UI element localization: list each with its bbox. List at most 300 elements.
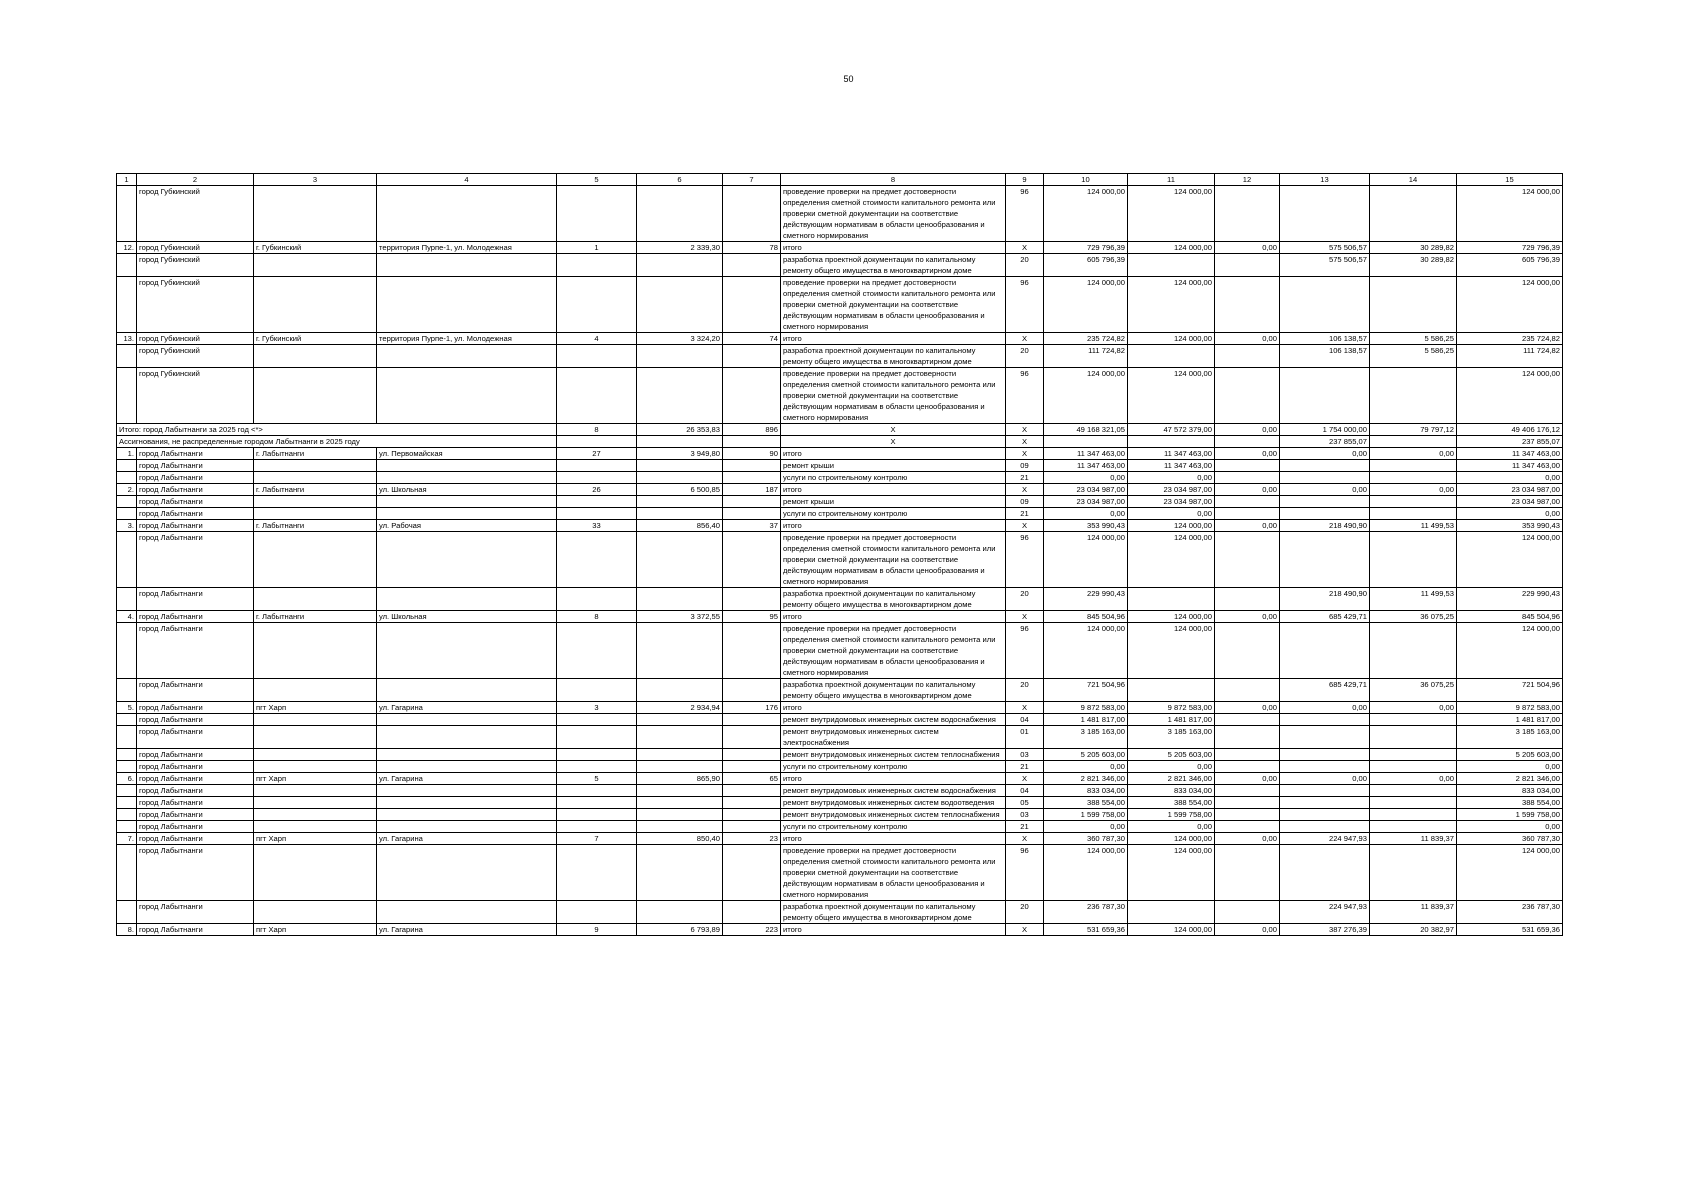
table-cell: город Лабытнанги [137, 749, 254, 761]
table-cell [723, 821, 781, 833]
table-cell [254, 797, 377, 809]
table-cell: город Лабытнанги [137, 797, 254, 809]
table-cell [557, 809, 637, 821]
column-number-cell: 2 [137, 174, 254, 186]
table-cell: проведение проверки на предмет достоверности определения сметной стоимости капитального ремонта или проверки сметной документации на соответствие действующим нормативам в области ценообразования и сметного нормирования [781, 277, 1006, 333]
table-cell: 531 659,36 [1457, 924, 1563, 936]
table-row [117, 532, 1563, 588]
table-cell [637, 472, 723, 484]
table-cell [637, 532, 723, 588]
table-cell: 106 138,57 [1280, 333, 1370, 345]
table-cell: итого [781, 924, 1006, 936]
table-cell [723, 588, 781, 611]
table-cell: 8 [557, 611, 637, 623]
column-number-cell: 12 [1215, 174, 1280, 186]
table-cell: 04 [1006, 714, 1044, 726]
table-cell [254, 460, 377, 472]
table-cell: ул. Первомайская [377, 448, 557, 460]
table-cell: город Губкинский [137, 254, 254, 277]
table-cell: 04 [1006, 785, 1044, 797]
table-cell [1215, 588, 1280, 611]
table-cell: 124 000,00 [1128, 186, 1215, 242]
table-cell: 124 000,00 [1128, 623, 1215, 679]
table-cell [254, 532, 377, 588]
table-cell: 74 [723, 333, 781, 345]
table-cell: 4 [557, 333, 637, 345]
table-cell: 11 347 463,00 [1044, 460, 1128, 472]
table-cell: 0,00 [1215, 484, 1280, 496]
table-cell: 187 [723, 484, 781, 496]
table-cell [117, 368, 137, 424]
table-cell: 124 000,00 [1044, 186, 1128, 242]
table-cell [377, 368, 557, 424]
table-cell [557, 186, 637, 242]
table-cell [1280, 623, 1370, 679]
table-cell: 11 499,53 [1370, 520, 1457, 532]
column-number-cell: 1 [117, 174, 137, 186]
table-cell: 0,00 [1215, 702, 1280, 714]
table-cell [637, 345, 723, 368]
table-cell: город Лабытнанги [137, 924, 254, 936]
table-cell [1370, 761, 1457, 773]
table-cell [117, 532, 137, 588]
table-cell: город Лабытнанги [137, 472, 254, 484]
table-cell [637, 809, 723, 821]
table-cell: 5. [117, 702, 137, 714]
table-cell: 111 724,82 [1044, 345, 1128, 368]
table-cell [723, 714, 781, 726]
table-cell: 729 796,39 [1457, 242, 1563, 254]
table-cell [723, 496, 781, 508]
column-number-cell: 10 [1044, 174, 1128, 186]
table-cell: 30 289,82 [1370, 254, 1457, 277]
table-cell: 721 504,96 [1044, 679, 1128, 702]
table-cell: город Лабытнанги [137, 460, 254, 472]
table-cell: 33 [557, 520, 637, 532]
table-cell [1280, 749, 1370, 761]
table-cell [637, 797, 723, 809]
table-cell [723, 901, 781, 924]
table-cell: ремонт внутридомовых инженерных систем теплоснабжения [781, 749, 1006, 761]
table-cell: Х [1006, 484, 1044, 496]
table-cell [1215, 472, 1280, 484]
table-cell [637, 436, 723, 448]
table-cell: 20 382,97 [1370, 924, 1457, 936]
table-cell [254, 749, 377, 761]
table-cell: Х [781, 424, 1006, 436]
table-cell: 0,00 [1280, 773, 1370, 785]
table-cell: 23 034 987,00 [1128, 496, 1215, 508]
table-cell [723, 460, 781, 472]
table-cell: 96 [1006, 623, 1044, 679]
table-cell [1215, 901, 1280, 924]
table-cell [637, 186, 723, 242]
table-cell [1280, 821, 1370, 833]
table-cell [1128, 436, 1215, 448]
table-cell: 575 506,57 [1280, 242, 1370, 254]
table-row [117, 186, 1563, 242]
table-cell: 2 339,30 [637, 242, 723, 254]
table-cell: ремонт внутридомовых инженерных систем водоснабжения [781, 714, 1006, 726]
total-row [117, 436, 1563, 448]
table-cell: Х [1006, 611, 1044, 623]
table-row [117, 333, 1563, 345]
table-cell [557, 761, 637, 773]
table-cell [254, 785, 377, 797]
table-row [117, 611, 1563, 623]
table-cell [637, 845, 723, 901]
table-cell: 229 990,43 [1044, 588, 1128, 611]
table-cell [377, 254, 557, 277]
table-row [117, 460, 1563, 472]
table-cell: г. Лабытнанги [254, 611, 377, 623]
table-row [117, 679, 1563, 702]
table-cell [117, 761, 137, 773]
table-cell: 0,00 [1128, 508, 1215, 520]
column-number-cell: 4 [377, 174, 557, 186]
table-cell [1128, 901, 1215, 924]
table-cell: 2. [117, 484, 137, 496]
table-cell: 23 034 987,00 [1128, 484, 1215, 496]
table-cell [254, 821, 377, 833]
table-cell: 7. [117, 833, 137, 845]
table-cell: 2 821 346,00 [1457, 773, 1563, 785]
table-cell [117, 496, 137, 508]
table-row [117, 345, 1563, 368]
table-cell: город Губкинский [137, 242, 254, 254]
table-cell: проведение проверки на предмет достоверности определения сметной стоимости капитального ремонта или проверки сметной документации на соответствие действующим нормативам в области ценообразования и сметного нормирования [781, 368, 1006, 424]
table-row [117, 924, 1563, 936]
table-row [117, 809, 1563, 821]
table-cell [557, 845, 637, 901]
table-cell: город Лабытнанги [137, 809, 254, 821]
table-cell: 833 034,00 [1457, 785, 1563, 797]
table-cell [377, 901, 557, 924]
table-cell: 30 289,82 [1370, 242, 1457, 254]
table-cell [557, 588, 637, 611]
table-cell: 236 787,30 [1457, 901, 1563, 924]
table-cell [1215, 785, 1280, 797]
table-cell [117, 714, 137, 726]
table-cell [637, 785, 723, 797]
table-cell: 9 872 583,00 [1128, 702, 1215, 714]
table-cell [723, 532, 781, 588]
table-cell [1215, 623, 1280, 679]
table-cell [557, 254, 637, 277]
table-cell: разработка проектной документации по капитальному ремонту общего имущества в многоквартирном доме [781, 345, 1006, 368]
table-cell [377, 761, 557, 773]
table-row [117, 726, 1563, 749]
table-cell [117, 901, 137, 924]
table-cell: город Губкинский [137, 186, 254, 242]
table-cell: 106 138,57 [1280, 345, 1370, 368]
table-cell: 3 324,20 [637, 333, 723, 345]
table-cell [1280, 472, 1370, 484]
table-cell [117, 821, 137, 833]
table-cell: 20 [1006, 679, 1044, 702]
table-cell: итого [781, 242, 1006, 254]
table-cell [377, 845, 557, 901]
table-cell: 353 990,43 [1044, 520, 1128, 532]
table-cell [1370, 496, 1457, 508]
table-cell [1215, 508, 1280, 520]
table-row [117, 277, 1563, 333]
table-cell: 09 [1006, 460, 1044, 472]
table-cell [723, 679, 781, 702]
table-cell [557, 277, 637, 333]
table-cell: 3 185 163,00 [1128, 726, 1215, 749]
table-cell: 176 [723, 702, 781, 714]
table-cell: город Лабытнанги [137, 508, 254, 520]
table-cell [723, 368, 781, 424]
table-cell: 11 839,37 [1370, 901, 1457, 924]
table-cell: Х [1006, 773, 1044, 785]
table-cell: 0,00 [1457, 472, 1563, 484]
table-cell: 1 599 758,00 [1044, 809, 1128, 821]
total-row [117, 424, 1563, 436]
table-cell [1370, 368, 1457, 424]
table-cell: 124 000,00 [1128, 368, 1215, 424]
table-cell [557, 726, 637, 749]
table-cell: 124 000,00 [1457, 277, 1563, 333]
table-cell [1215, 714, 1280, 726]
table-row [117, 761, 1563, 773]
table-cell: 124 000,00 [1457, 623, 1563, 679]
table-cell [377, 277, 557, 333]
table-cell: г. Лабытнанги [254, 484, 377, 496]
table-cell: 5 586,25 [1370, 333, 1457, 345]
table-cell [117, 845, 137, 901]
table-cell: 21 [1006, 472, 1044, 484]
table-cell: 0,00 [1215, 520, 1280, 532]
table-row [117, 448, 1563, 460]
table-cell [1370, 797, 1457, 809]
table-cell: итого [781, 520, 1006, 532]
table-cell [377, 496, 557, 508]
table-cell: 3 [557, 702, 637, 714]
table-cell [377, 532, 557, 588]
table-cell: город Лабытнанги [137, 785, 254, 797]
table-cell: 9 [557, 924, 637, 936]
table-row [117, 623, 1563, 679]
table-cell [723, 623, 781, 679]
document-table-wrapper [116, 173, 1560, 936]
table-cell [637, 901, 723, 924]
table-cell [1370, 714, 1457, 726]
table-cell: ремонт внутридомовых инженерных систем водоснабжения [781, 785, 1006, 797]
table-cell [254, 588, 377, 611]
table-cell [377, 460, 557, 472]
table-cell [1280, 761, 1370, 773]
table-cell [1128, 588, 1215, 611]
table-cell: проведение проверки на предмет достоверности определения сметной стоимости капитального ремонта или проверки сметной документации на соответствие действующим нормативам в области ценообразования и сметного нормирования [781, 845, 1006, 901]
table-cell: ул. Гагарина [377, 773, 557, 785]
page-number: 50 [843, 74, 854, 84]
table-cell [117, 726, 137, 749]
table-cell [1215, 845, 1280, 901]
table-cell [117, 508, 137, 520]
table-cell: 0,00 [1280, 448, 1370, 460]
table-cell: 729 796,39 [1044, 242, 1128, 254]
table-cell: 124 000,00 [1128, 277, 1215, 333]
table-cell [117, 623, 137, 679]
table-cell: 845 504,96 [1044, 611, 1128, 623]
table-cell [557, 679, 637, 702]
table-cell [377, 726, 557, 749]
column-number-cell: 5 [557, 174, 637, 186]
table-cell: Х [1006, 436, 1044, 448]
table-cell: 05 [1006, 797, 1044, 809]
table-cell: 0,00 [1215, 242, 1280, 254]
table-cell: 0,00 [1215, 773, 1280, 785]
table-cell: город Губкинский [137, 345, 254, 368]
table-cell: ул. Гагарина [377, 833, 557, 845]
table-cell: 0,00 [1457, 508, 1563, 520]
table-cell: 387 276,39 [1280, 924, 1370, 936]
table-cell: 6. [117, 773, 137, 785]
table-cell [637, 821, 723, 833]
table-cell: 96 [1006, 368, 1044, 424]
table-cell: 3 372,55 [637, 611, 723, 623]
table-cell: город Губкинский [137, 368, 254, 424]
table-cell: ул. Школьная [377, 484, 557, 496]
table-cell: 20 [1006, 588, 1044, 611]
table-cell: итого [781, 484, 1006, 496]
table-cell [377, 821, 557, 833]
table-cell [557, 714, 637, 726]
table-cell [723, 254, 781, 277]
table-cell: 4. [117, 611, 137, 623]
table-row [117, 785, 1563, 797]
table-row [117, 821, 1563, 833]
table-cell: 96 [1006, 845, 1044, 901]
table-cell [1370, 186, 1457, 242]
table-cell: 124 000,00 [1044, 623, 1128, 679]
table-cell: 21 [1006, 821, 1044, 833]
table-cell: 0,00 [1370, 773, 1457, 785]
table-cell [377, 588, 557, 611]
table-cell: 3 949,80 [637, 448, 723, 460]
table-cell: 0,00 [1370, 448, 1457, 460]
table-cell [1370, 532, 1457, 588]
table-cell [557, 821, 637, 833]
table-cell: 23 034 987,00 [1457, 484, 1563, 496]
table-cell: 223 [723, 924, 781, 936]
table-cell: 7 [557, 833, 637, 845]
table-cell [557, 368, 637, 424]
table-cell [1215, 436, 1280, 448]
table-cell: 0,00 [1370, 484, 1457, 496]
table-cell [117, 186, 137, 242]
table-cell: 224 947,93 [1280, 901, 1370, 924]
table-cell [254, 277, 377, 333]
table-cell: Х [1006, 333, 1044, 345]
table-cell: 124 000,00 [1457, 845, 1563, 901]
table-cell: 11 347 463,00 [1457, 448, 1563, 460]
table-cell [637, 749, 723, 761]
table-cell [1370, 821, 1457, 833]
table-cell: 0,00 [1215, 448, 1280, 460]
table-row [117, 797, 1563, 809]
table-cell: 0,00 [1280, 702, 1370, 714]
table-cell: итого [781, 611, 1006, 623]
table-cell: город Лабытнанги [137, 532, 254, 588]
table-cell [1370, 785, 1457, 797]
table-cell: услуги по строительному контролю [781, 761, 1006, 773]
table-cell: 36 075,25 [1370, 611, 1457, 623]
table-cell [1280, 508, 1370, 520]
table-cell [1215, 809, 1280, 821]
table-cell: г. Губкинский [254, 242, 377, 254]
table-cell: 6 793,89 [637, 924, 723, 936]
table-cell [1215, 496, 1280, 508]
table-row [117, 254, 1563, 277]
table-cell: разработка проектной документации по капитальному ремонту общего имущества в многоквартирном доме [781, 254, 1006, 277]
table-cell [723, 186, 781, 242]
table-cell: пгт Харп [254, 924, 377, 936]
table-cell: ремонт внутридомовых инженерных систем водоотведения [781, 797, 1006, 809]
table-cell: 224 947,93 [1280, 833, 1370, 845]
table-cell: 26 353,83 [637, 424, 723, 436]
table-cell [1128, 345, 1215, 368]
table-cell [1370, 460, 1457, 472]
table-cell: итого [781, 702, 1006, 714]
table-cell: 850,40 [637, 833, 723, 845]
table-cell [557, 345, 637, 368]
table-cell: 49 168 321,05 [1044, 424, 1128, 436]
table-cell [1280, 714, 1370, 726]
table-cell: 47 572 379,00 [1128, 424, 1215, 436]
table-cell [254, 368, 377, 424]
table-cell [254, 809, 377, 821]
table-cell [557, 749, 637, 761]
table-cell [637, 726, 723, 749]
table-cell [723, 845, 781, 901]
table-cell [637, 460, 723, 472]
table-cell [637, 679, 723, 702]
table-cell [723, 797, 781, 809]
table-cell: ул. Гагарина [377, 702, 557, 714]
table-cell [117, 472, 137, 484]
table-cell [637, 588, 723, 611]
table-row [117, 496, 1563, 508]
table-cell [1215, 749, 1280, 761]
table-cell: 896 [723, 424, 781, 436]
table-row [117, 588, 1563, 611]
table-cell [254, 254, 377, 277]
table-cell: 124 000,00 [1457, 368, 1563, 424]
table-row [117, 901, 1563, 924]
table-cell: 49 406 176,12 [1457, 424, 1563, 436]
column-number-cell: 11 [1128, 174, 1215, 186]
table-cell [377, 714, 557, 726]
table-cell: 96 [1006, 277, 1044, 333]
table-cell: 856,40 [637, 520, 723, 532]
table-cell [377, 472, 557, 484]
table-cell: 575 506,57 [1280, 254, 1370, 277]
table-cell [1128, 679, 1215, 702]
table-cell: Х [1006, 520, 1044, 532]
table-cell: 1 481 817,00 [1044, 714, 1128, 726]
table-cell [117, 588, 137, 611]
table-cell [1280, 460, 1370, 472]
table-cell [377, 809, 557, 821]
table-cell: Х [1006, 424, 1044, 436]
table-row [117, 714, 1563, 726]
table-cell: 218 490,90 [1280, 588, 1370, 611]
table-cell [1280, 532, 1370, 588]
table-cell: 01 [1006, 726, 1044, 749]
